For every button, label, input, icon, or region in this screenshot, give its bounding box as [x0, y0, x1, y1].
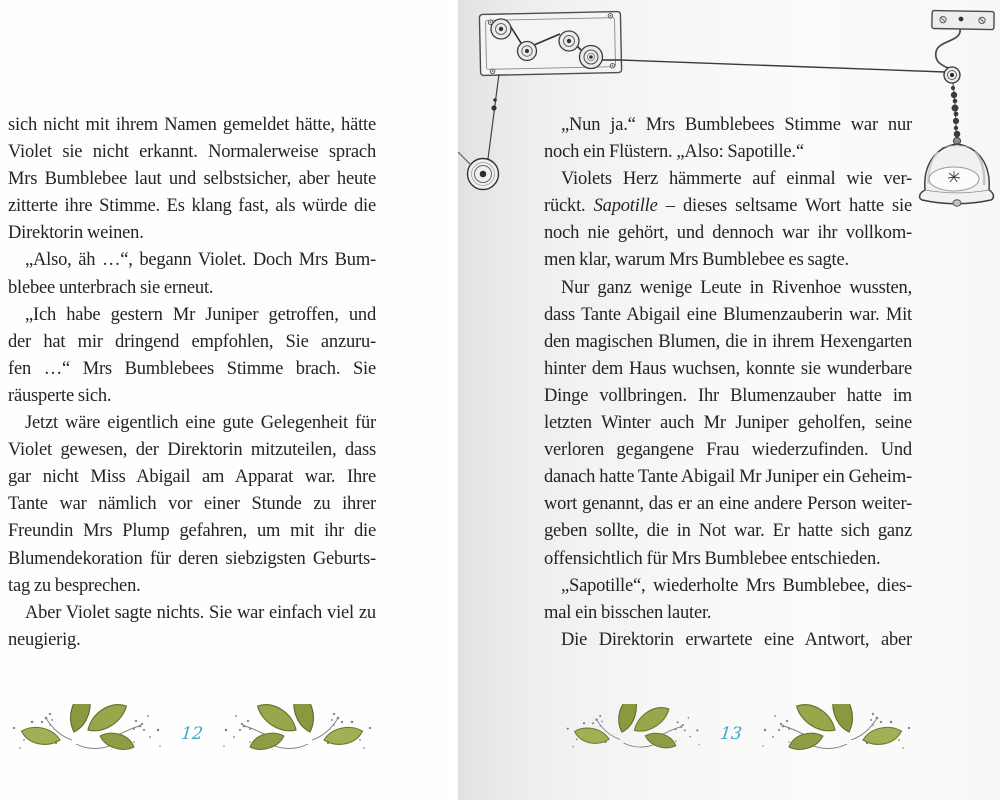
- wire-beads: [491, 98, 496, 110]
- right-page: [458, 0, 1000, 800]
- left-page-footer: [12, 704, 372, 764]
- bell-label: [929, 167, 979, 191]
- text-line: mal ein bisschen lauter.: [544, 602, 712, 623]
- spool-pulley: [458, 152, 499, 190]
- text-line: Direktorin weinen.: [8, 223, 144, 244]
- text-line: geben sollte, die in Not war. Er hatte sich ganz: [544, 521, 912, 542]
- text-line: offensichtlich für Mrs Bumblebee entschieden.: [544, 548, 881, 569]
- text-line: Tante war nämlich vor einer Stunde zu ihrer: [8, 494, 376, 515]
- text-line: dass Tante Abigail eine Blumenzauberin war. Mit: [544, 304, 912, 325]
- text-line: „Also, äh …“, begann Violet. Doch Mrs Bum-: [25, 250, 376, 271]
- text-line: zitterte ihre Stimme. Es klang fast, als würde die: [8, 196, 376, 217]
- leaf-ornament-icon: [12, 704, 162, 764]
- leaf-ornament-icon: [566, 704, 701, 764]
- text-line: blebee unterbrach sie erneut.: [8, 277, 214, 298]
- text-line: Mrs Bumblebee laut und selbstsicher, aber heute: [8, 169, 376, 190]
- left-page: [0, 0, 458, 800]
- leaf-ornament-icon: [761, 704, 911, 764]
- text-line: räusperte sich.: [8, 385, 112, 406]
- text-line: Freundin Mrs Plump gefahren, um mit ihr die: [8, 521, 376, 542]
- text-line: Violets Herz hämmerte auf einmal wie ver-: [561, 169, 912, 190]
- wall-bracket: [932, 10, 994, 29]
- right-page-footer: [566, 704, 911, 764]
- bell: [920, 137, 994, 206]
- text-line: danach hatte Tante Abigail Mr Juniper ein Geheim-: [544, 467, 912, 488]
- text-line: den magischen Blumen, die in ihrem Hexengarten: [544, 331, 912, 352]
- text-line: men klar, warum Mrs Bumblebee es sagte.: [544, 250, 849, 271]
- text-line: Blumendekoration für deren siebzigsten Geburts-: [8, 548, 376, 569]
- text-line: „Nun ja.“ Mrs Bumblebees Stimme war nur: [561, 115, 912, 135]
- text-line: tag zu besprechen.: [8, 575, 141, 596]
- text-line: noch ein Flüstern. „Also: Sapotille.“: [544, 142, 804, 163]
- text-line: „Sapotille“, wiederholte Mrs Bumblebee, dies-: [561, 575, 912, 596]
- text-line: Nur ganz wenige Leute in Rivenhoe wussten,: [561, 277, 912, 298]
- text-line: noch nie gehört, und dennoch war ihr vollkom-: [544, 223, 912, 244]
- text-line: wort genannt, das er an eine andere Person weiter-: [544, 494, 912, 515]
- text-line: hinter dem Haus wuchsen, konnte sie wunderbare: [544, 358, 912, 379]
- text-line: Die Direktorin erwartete eine Antwort, aber: [561, 629, 912, 650]
- text-line: Aber Violet sagte nichts. Sie war einfach viel zu: [25, 602, 376, 623]
- text-line: Violet sie nicht erkannt. Normalerweise sprach: [8, 142, 376, 163]
- hook-loop: [936, 29, 960, 69]
- text-line: rückt. Sapotille – dieses seltsame Wort hatte sie: [544, 196, 912, 217]
- hanging-pulley: [944, 67, 960, 83]
- left-page-text: [8, 112, 376, 654]
- italic-word: Sapotille: [593, 196, 658, 217]
- text-line: Violet gewesen, der Direktorin mitzuteilen, dass: [8, 440, 376, 461]
- bell-clapper: [953, 200, 961, 206]
- text-line: fen …“ Mrs Bumblebees Stimme brach. Sie: [8, 358, 376, 379]
- text-line: verloren gegangene Frau wiederzufinden. Und: [544, 440, 912, 461]
- text-line: letzten Winter auch Mr Juniper geholfen, seine: [544, 413, 912, 434]
- right-page-text: [544, 112, 912, 654]
- page-number-right: 13: [719, 724, 743, 744]
- text-line: Jetzt wäre eigentlich eine gute Gelegenheit für: [25, 413, 376, 434]
- leaf-ornament-icon: [222, 704, 372, 764]
- wire-horizontal: [620, 60, 945, 72]
- page-number-left: 12: [180, 724, 204, 744]
- text-line: Dinge vollbringen. Ihr Blumenzauber hatte im: [544, 385, 912, 406]
- text-line: sich nicht mit ihrem Namen gemeldet hätte, hätte: [8, 115, 376, 135]
- wire-vertical: [488, 74, 499, 159]
- text-line: „Ich habe gestern Mr Juniper getroffen, und: [25, 304, 376, 325]
- text-line: neugierig.: [8, 629, 81, 650]
- text-line: gar nicht Miss Abigail am Apparat war. Ihre: [8, 467, 376, 488]
- text-line: der hat mir dringend empfohlen, Sie anzuru-: [8, 331, 376, 352]
